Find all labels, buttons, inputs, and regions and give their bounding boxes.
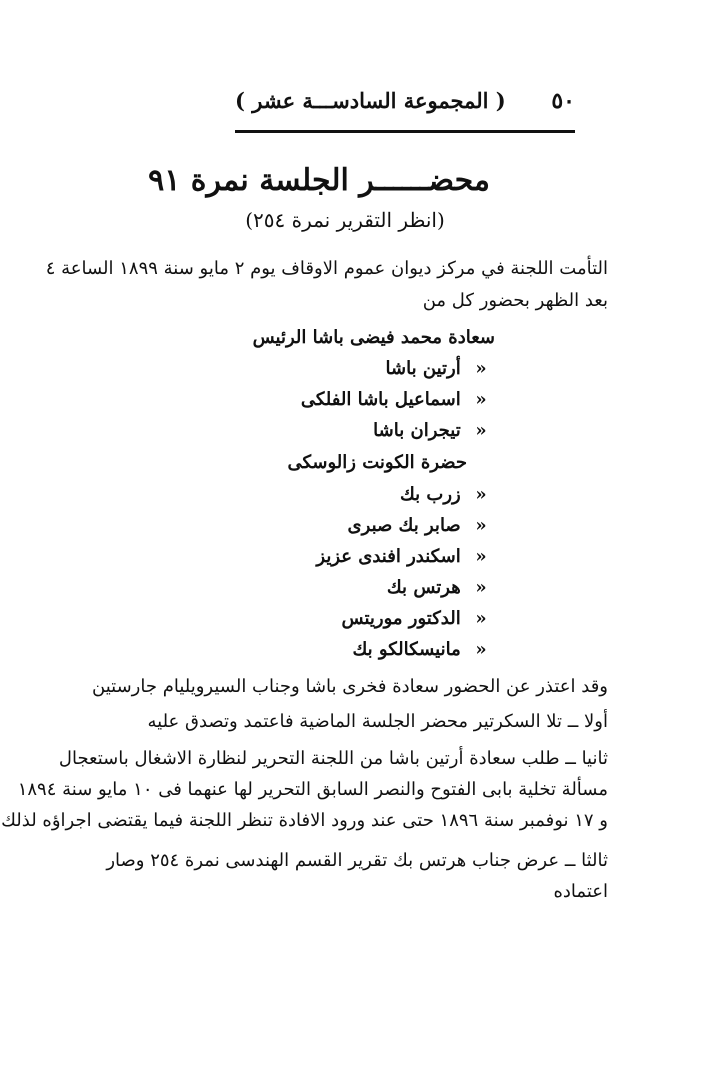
ditto-mark: « [475, 515, 487, 536]
attendee-name: مانيسكالكو بك [352, 639, 461, 660]
attendee-pasha-3 [373, 420, 495, 441]
attendee-bey-6 [352, 639, 495, 660]
attendee-bey-1 [400, 484, 495, 505]
minutes-title: محضــــــر الجلسة نمرة ٩١ [148, 163, 490, 198]
attendee-bey-4 [387, 577, 495, 598]
ditto-mark: « [475, 484, 487, 505]
item-second-line-1: ثانيا ــ طلب سعادة أرتين باشا من اللجنة التحرير لنظارة الاشغال باستعجال [58, 748, 608, 769]
ditto-mark: « [475, 639, 487, 660]
item-second-line-3: و ١٧ نوفمبر سنة ١٨٩٦ حتى عند ورود الافادة تنظر اللجنة فيما يقتضى اجراؤه لذلك [1, 810, 608, 831]
item-second-line-2: مسألة تخلية بابى الفتوح والنصر السابق التحرير لها عنهما فى ١٠ مايو سنة ١٨٩٤ [17, 779, 608, 800]
attendee-bey-3 [316, 546, 495, 567]
attendee-pasha-2 [301, 389, 495, 410]
item-first: أولا ــ تلا السكرتير محضر الجلسة الماضية فاعتمد وتصدق عليه [147, 711, 608, 732]
ditto-mark: « [475, 577, 487, 598]
page-number: ٥٠ [551, 88, 575, 114]
apology-line: وقد اعتذر عن الحضور سعادة فخرى باشا وجناب السيرويليام جارستين [92, 676, 608, 697]
item-third-line-2: اعتماده [553, 881, 608, 902]
attendee-name: تيجران باشا [373, 420, 461, 441]
attendee-bey-2 [348, 515, 495, 536]
page-header [235, 88, 575, 128]
count-line: حضرة الكونت زالوسكى [287, 452, 467, 473]
running-title: ( المجموعة السادســـة عشر ) [235, 88, 506, 113]
intro-line-1: التأمت اللجنة في مركز ديوان عموم الاوقاف يوم ٢ مايو سنة ١٨٩٩ الساعة ٤ [45, 258, 608, 279]
header-rule [235, 130, 575, 133]
ditto-mark: « [475, 420, 487, 441]
attendee-name: الدكتور موريتس [341, 608, 461, 629]
attendee-name: زرب بك [399, 484, 461, 505]
ditto-mark: « [475, 546, 487, 567]
ditto-mark: « [475, 358, 487, 379]
ditto-mark: « [475, 608, 487, 629]
ditto-mark: « [475, 389, 487, 410]
attendee-name: أرتين باشا [385, 358, 461, 379]
item-third-line-1: ثالثا ــ عرض جناب هرتس بك تقرير القسم الهندسى نمرة ٢٥٤ وصار [106, 850, 608, 871]
attendee-name: اسكندر افندى عزيز [316, 546, 461, 567]
minutes-subtitle: (انظر التقرير نمرة ٢٥٤) [245, 208, 445, 232]
attendee-pasha-1 [386, 358, 495, 379]
intro-line-2: بعد الظهر بحضور كل من [422, 290, 608, 311]
attendee-name: اسماعيل باشا الفلكى [300, 389, 461, 410]
attendee-bey-5 [342, 608, 496, 629]
attendee-name: صابر بك صبرى [347, 515, 461, 536]
chair-line: سعادة محمد فيضى باشا الرئيس [252, 327, 495, 348]
attendee-name: هرتس بك [386, 577, 461, 598]
